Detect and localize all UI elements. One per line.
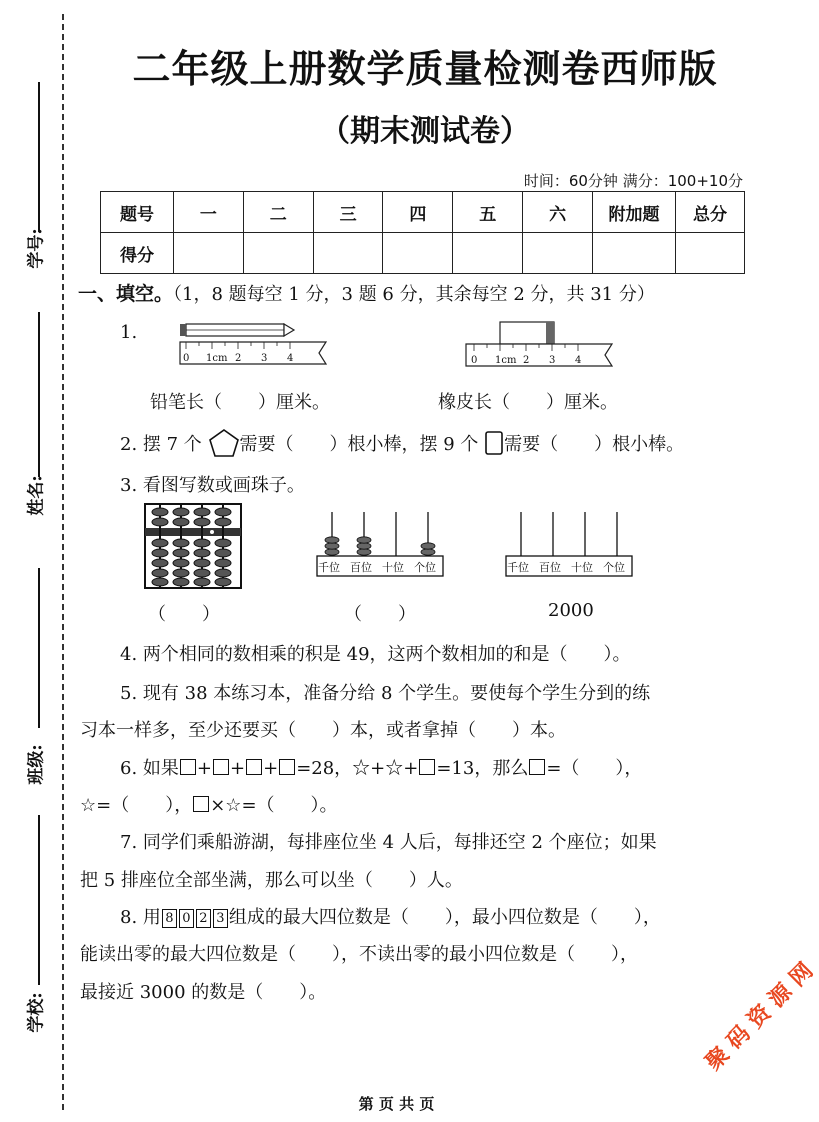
place-label-tens: 十位 [382,561,404,574]
q8-line1 [120,903,661,929]
q7-line1: 7. 同学们乘船游湖，每排座位坐 4 人后，每排还空 2 个座位；如果 [120,832,657,853]
q2-line [120,428,684,458]
q1-number: 1. [120,322,138,343]
score-table [100,191,745,274]
pentagon-icon [208,428,240,458]
ruler-tick-label: 3 [549,355,556,366]
score-entry-cell[interactable] [174,233,244,274]
table-cell: 题号 [101,192,174,233]
q2-part3: 需要（ ）根小棒。 [504,434,685,455]
table-cell: 五 [453,192,523,233]
score-entry-cell[interactable] [453,233,523,274]
class-label: 班级: [26,744,47,785]
place-label-hundreds: 百位 [539,561,561,574]
place-label-tens: 十位 [571,561,593,574]
score-entry-cell[interactable] [523,233,593,274]
q5-line2: 习本一样多，至少还要买（ ）本，或者拿掉（ ）本。 [80,720,566,741]
q3-given-value: 2000 [548,600,594,621]
square-box-icon [193,796,209,812]
score-table-header-row [101,192,745,233]
place-label-ones: 个位 [603,561,625,574]
q8-line3: 最接近 3000 的数是（ ）。 [80,982,327,1003]
digit-card: 0 [179,909,194,928]
q6-b: =28，☆+☆+ [296,758,419,779]
class-line [38,568,40,728]
square-icon [484,430,504,456]
section-1-label: 一、填空。 [78,283,174,305]
student-id-line [38,82,40,232]
q7-line2: 把 5 排座位全部坐满，那么可以坐（ ）人。 [80,870,463,891]
q2-part2: 需要（ ）根小棒，摆 9 个 [239,434,479,455]
ruler-tick-label: 1cm [206,353,228,364]
score-entry-cell[interactable] [313,233,383,274]
digit-card: 3 [213,909,228,928]
q6-f: ×☆=（ ）。 [210,795,338,816]
name-label: 姓名: [26,475,47,516]
q5-line1: 5. 现有 38 本练习本，准备分给 8 个学生。要使每个学生分到的练 [120,683,651,704]
ruler-tick-label: 4 [287,353,294,364]
ruler-tick-label: 4 [575,355,582,366]
eraser-ruler-figure [462,318,622,378]
square-box-icon [213,759,229,775]
ruler-tick-label: 1cm [495,355,517,366]
counting-frame-1 [316,508,444,578]
table-cell: 六 [523,192,593,233]
square-box-icon [246,759,262,775]
table-cell: 附加题 [593,192,676,233]
watermark: 聚 码 资 源 网 [701,958,819,1076]
student-id-label: 学号: [26,228,47,269]
digit-card: 8 [162,909,177,928]
school-line [38,815,40,985]
ruler-tick-label: 2 [523,355,530,366]
page-subtitle: （期末测试卷） [320,114,530,149]
q6-c: =13，那么 [436,758,529,779]
q6-line2 [80,791,338,817]
ruler-tick-label: 0 [183,353,190,364]
q1-pencil-text: 铅笔长（ ）厘米。 [150,392,330,413]
table-cell: 总分 [676,192,745,233]
q3-text: 3. 看图写数或画珠子。 [120,475,305,496]
square-box-icon [279,759,295,775]
page-footer: 第 页 共 页 [358,1095,435,1113]
q3-answer-blank-2[interactable]: （ ） [344,604,416,625]
score-entry-cell[interactable] [593,233,676,274]
ruler-tick-label: 0 [471,355,478,366]
section-1-heading [78,279,655,306]
score-entry-cell[interactable] [243,233,313,274]
school-label: 学校: [26,992,47,1033]
binding-dashed-line [62,14,64,1110]
square-box-icon [419,759,435,775]
digit-card: 2 [196,909,211,928]
place-label-thousands: 千位 [318,561,340,574]
place-label-ones: 个位 [414,561,436,574]
page-title: 二年级上册数学质量检测卷西师版 [132,47,718,91]
q6-a: 6. 如果 [120,758,179,779]
name-line [38,312,40,477]
pencil-ruler-figure [176,316,336,376]
square-box-icon [529,759,545,775]
q6-line1: 6. 如果 + + + =28，☆+☆+ =13，那么 =（ ）， [120,758,643,779]
q4-text: 4. 两个相同的数相乘的积是 49，这两个数相加的和是（ ）。 [120,644,631,665]
table-cell: 三 [313,192,383,233]
square-box-icon [180,759,196,775]
table-cell: 二 [243,192,313,233]
table-cell: 一 [174,192,244,233]
q8-b: 组成的最大四位数是（ ），最小四位数是（ ）， [228,907,661,928]
section-1-note: （1，8 题每空 1 分，3 题 6 分，其余每空 2 分，共 31 分） [173,284,655,305]
q2-part1: 2. 摆 7 个 [120,434,202,455]
ruler-tick-label: 2 [235,353,242,364]
place-label-hundreds: 百位 [350,561,372,574]
ruler-tick-label: 3 [261,353,268,364]
table-cell: 得分 [101,233,174,274]
q3-answer-blank-1[interactable]: （ ） [148,604,220,625]
counting-frame-2 [505,508,633,578]
exam-meta: 时间：60分钟 满分：100+10分 [523,172,743,190]
q8-line2: 能读出零的最大四位数是（ ），不读出零的最小四位数是（ ）， [80,944,638,965]
table-cell: 四 [383,192,453,233]
q6-e: ☆=（ ）， [80,795,193,816]
q8-a: 8. 用 [120,907,161,928]
abacus-figure [143,502,243,590]
score-entry-cell[interactable] [676,233,745,274]
score-entry-cell[interactable] [383,233,453,274]
q1-eraser-text: 橡皮长（ ）厘米。 [438,392,618,413]
place-label-thousands: 千位 [507,561,529,574]
score-table-score-row [101,233,745,274]
q6-d: =（ ）， [546,758,643,779]
